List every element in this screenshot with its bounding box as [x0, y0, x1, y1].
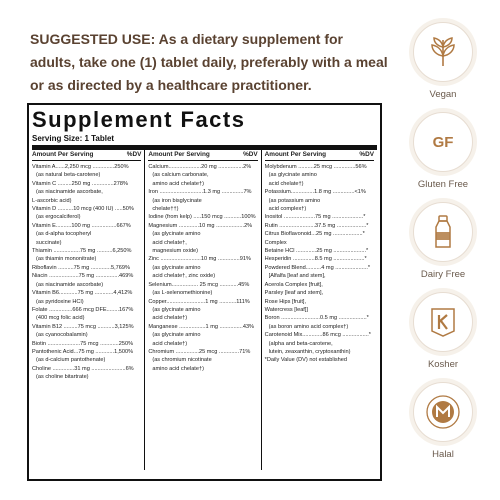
nutrient-line: Calcium.....................20 mg ................2%: [148, 164, 252, 170]
nutrient-line: acid chelate†): [268, 180, 304, 187]
nutrient-line: Folate ...............666 mcg DFE........167%: [32, 306, 134, 313]
nutrient-line: Inositol ....................75 mg ....................*: [264, 214, 366, 221]
nutrient-list: [32, 163, 141, 382]
nutrient-line: (alpha and beta-carotene,: [268, 340, 333, 347]
nutrient-line: (as glycinate amino: [152, 231, 201, 238]
nutrient-line: Watercress [leaf]]: [264, 306, 308, 313]
nutrient-line: Copper.........................1 mg ...........111%: [148, 298, 250, 305]
nutrient-line: (as glycinate amino: [152, 332, 201, 339]
nutrient-line: Riboflavin ..........75 mg .............5,769%: [32, 264, 130, 271]
nutrient-list: [265, 163, 374, 365]
nutrient-line: Manganese .................1 mg ...............43%: [148, 323, 255, 330]
nutrient-line: (as thiamin mononitrate): [36, 256, 97, 263]
nutrient-line: Pantothenic Acid...75 mg ............1,500%: [32, 348, 134, 355]
nutrient-line: L-ascorbic acid): [32, 197, 72, 204]
nutrient-line: lutein, zeaxanthin, cryptoxanthin): [268, 348, 351, 355]
serving-size: Serving Size: 1 Tablet: [32, 134, 115, 143]
nutrient-line: Thiamin .................75 mg ..........6,250%: [32, 248, 132, 255]
kosher-k-icon: [428, 305, 458, 339]
nutrient-line: Acerola Complex [fruit],: [264, 281, 323, 288]
nutrient-line: (as glycinate amino: [268, 172, 317, 179]
nutrient-line: (as ergocalciferol): [36, 214, 81, 221]
nutrient-line: (as chromium nicotinate: [152, 357, 212, 364]
badge-column: [400, 22, 486, 472]
facts-column-3: [261, 150, 377, 470]
nutrient-line: Vitamin C .........250 mg ..............278%: [32, 180, 128, 187]
nutrient-line: *Daily Value (DV) not established: [264, 357, 347, 364]
amount-header: Amount Per Serving: [148, 151, 210, 158]
gluten-free-badge: [400, 112, 486, 202]
nutrient-line: acid chelate†,: [152, 239, 187, 246]
nutrient-line: [Alfalfa [leaf and stem],: [268, 273, 326, 280]
nutrient-line: (as d-calcium pantothenate): [36, 357, 106, 364]
nutrient-line: Vitamin B6............75 mg ............4,412%: [32, 290, 133, 297]
nutrient-line: (as boron amino acid complex†): [268, 323, 349, 330]
badge-label: Kosher: [427, 359, 459, 370]
halal-badge: [400, 382, 486, 472]
nutrient-line: (as pyridoxine HCl): [36, 298, 84, 305]
nutrient-line: (as glycinate amino: [152, 264, 201, 271]
nutrient-line: Iron ............................1.3 mg ..............7%: [148, 189, 252, 196]
nutrient-line: Niacin ...................75 mg ...............469%: [32, 273, 134, 280]
nutrient-line: Potassium...............1.8 mg ..............<1%: [264, 189, 366, 196]
nutrient-line: Magnesium .............10 mg ..................2%: [148, 222, 253, 229]
nutrient-line: (as iron bisglycinate: [152, 197, 202, 204]
nutrient-line: (as niacinamide ascorbate): [36, 281, 104, 288]
facts-columns: [32, 150, 377, 470]
nutrient-line: (as d-alpha tocopheryl: [36, 231, 92, 238]
nutrient-line: Molybdenum ..........25 mcg ..............56%: [264, 164, 367, 170]
nutrient-list: [148, 163, 257, 373]
nutrient-line: acid chelate†, zinc oxide): [152, 273, 216, 280]
column-header: [32, 150, 141, 161]
nutrient-line: Vitamin A......2,250 mcg ..............250%: [32, 164, 129, 170]
badge-label: Halal: [432, 449, 454, 460]
nutrient-line: Selenium................. 25 mcg ............45%: [148, 281, 250, 288]
nutrient-line: (400 mcg folic acid): [36, 315, 85, 322]
nutrient-line: Rose Hips [fruit],: [264, 298, 307, 305]
kosher-badge: [400, 292, 486, 382]
dv-header: %DV: [359, 151, 374, 158]
nutrient-line: Carotenoid Mix.............86 mcg .................*: [264, 332, 371, 339]
nutrient-line: Choline ..............31 mg ......................6%: [32, 365, 134, 372]
supplement-facts-panel: [27, 103, 382, 481]
nutrient-line: (as choline bitartrate): [36, 374, 89, 381]
dv-header: %DV: [126, 151, 142, 158]
nutrient-line: chelate††): [152, 206, 179, 213]
nutrient-line: Hesperidin ..............8.5 mg ....................*: [264, 256, 367, 263]
nutrient-line: (as cyanocobalamin): [36, 332, 88, 339]
nutrient-line: Powdered Blend..........4 mg .....................*: [264, 264, 371, 271]
nutrient-line: Vitamin E..........100 mg ................667%: [32, 222, 131, 229]
halal-seal-icon: [425, 394, 461, 430]
nutrient-line: Vitamin D ..........10 mcg (400 IU) .....50%: [32, 206, 134, 213]
nutrient-line: Parsley [leaf and stem],: [264, 290, 324, 297]
nutrient-line: acid chelate†): [152, 340, 188, 347]
nutrient-line: (as niacinamide ascorbate,: [36, 189, 103, 196]
facts-column-1: [32, 150, 144, 470]
dairy-free-badge: [400, 202, 486, 292]
nutrient-line: amino acid chelate†): [152, 365, 204, 372]
leaf-icon: [426, 35, 460, 69]
nutrient-line: Rutin .......................37.5 mg ...................*: [264, 222, 369, 229]
vegan-badge: [400, 22, 486, 112]
nutrient-line: magnesium oxide): [152, 248, 199, 255]
nutrient-line: Biotin .....................75 mcg ............250%: [32, 340, 134, 347]
dv-header: %DV: [243, 151, 258, 158]
nutrient-line: (as natural beta-carotene): [36, 172, 101, 179]
nutrient-line: (as L-selenomethionine): [152, 290, 213, 297]
gf-icon: GF: [432, 133, 454, 151]
facts-column-2: [144, 150, 260, 470]
nutrient-line: (as potassium amino: [268, 197, 321, 204]
milk-bottle-icon: [428, 214, 458, 250]
nutrient-line: (as calcium carbonate,: [152, 172, 209, 179]
nutrient-line: acid chelate†): [152, 315, 188, 322]
column-header: [265, 150, 374, 161]
badge-label: Gluten Free: [417, 179, 469, 190]
nutrient-line: Boron .........................0.5 mg ..................*: [264, 315, 369, 322]
nutrient-line: Chromium ...............25 mcg .............71%: [148, 348, 251, 355]
column-header: [148, 150, 257, 161]
suggested-use-text: SUGGESTED USE: As a dietary supplement for adults, take one (1) tablet daily, preferably with a meal or as directed by a healthcare practitioner.: [30, 31, 388, 93]
nutrient-line: (as glycinate amino: [152, 306, 201, 313]
amount-header: Amount Per Serving: [32, 151, 94, 158]
nutrient-line: Complex: [264, 239, 287, 246]
nutrient-line: Vitamin B12 .........75 mcg ...........3,125%: [32, 323, 134, 330]
nutrient-line: Iodine (from kelp) .....150 mcg ...........100%: [148, 214, 256, 221]
nutrient-line: Citrus Bioflavonoid...25 mg ...................*: [264, 231, 365, 238]
nutrient-line: acid complex†): [268, 206, 307, 213]
nutrient-line: amino acid chelate†): [152, 180, 204, 187]
badge-label: Dairy Free: [420, 269, 466, 280]
facts-title: Supplement Facts: [32, 107, 246, 132]
nutrient-line: Betaine HCl .............25 mg .....................*: [264, 248, 369, 255]
badge-label: Vegan: [429, 89, 457, 100]
amount-header: Amount Per Serving: [264, 151, 327, 158]
nutrient-line: Zinc ..........................10 mg ..............91%: [148, 256, 251, 263]
nutrient-line: succinate): [36, 239, 62, 246]
